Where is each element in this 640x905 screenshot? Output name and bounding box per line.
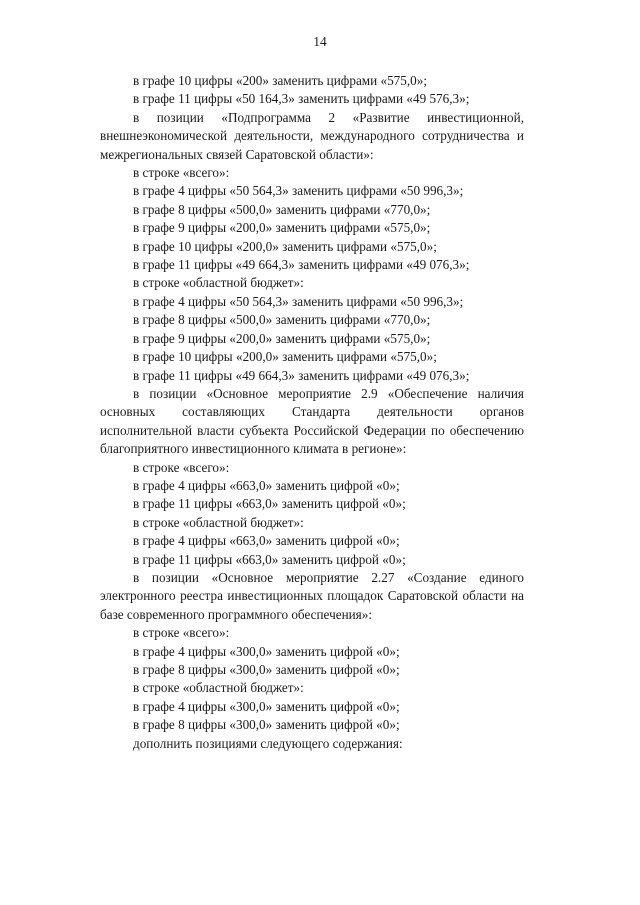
text-line: в графе 8 цифры «300,0» заменить цифрой «0»;	[133, 717, 400, 733]
position-paragraph: в позиции «Основное мероприятие 2.27 «Создание единого электронного реестра инвестиционных площадок Саратовской области на базе современного программного обеспечения»:	[100, 569, 524, 622]
text-line: в графе 8 цифры «500,0» заменить цифрами «770,0»;	[133, 201, 431, 217]
text-line: в графе 4 цифры «663,0» заменить цифрой «0»;	[133, 477, 400, 493]
text-line: в графе 4 цифры «50 564,3» заменить цифрами «50 996,3»;	[133, 183, 464, 199]
text-line: в графе 9 цифры «200,0» заменить цифрами «575,0»;	[133, 220, 431, 236]
document-body	[100, 72, 524, 753]
text-line: в графе 10 цифры «200,0» заменить цифрами «575,0»;	[133, 238, 437, 254]
row-heading: в строке «всего»:	[133, 165, 230, 181]
page-number: 14	[313, 34, 327, 49]
text-line: в графе 10 цифры «200» заменить цифрами «575,0»;	[133, 73, 428, 88]
text-line: в графе 11 цифры «49 664,3» заменить цифрами «49 076,3»;	[133, 257, 470, 273]
text-line: в графе 11 цифры «49 664,3» заменить цифрами «49 076,3»;	[133, 367, 470, 383]
row-heading: в строке «всего»:	[133, 459, 230, 475]
text-line: в графе 4 цифры «300,0» заменить цифрой «0»;	[133, 643, 400, 659]
text-line: в графе 9 цифры «200,0» заменить цифрами «575,0»;	[133, 330, 431, 346]
text-line: в графе 8 цифры «300,0» заменить цифрой «0»;	[133, 662, 400, 677]
closing-line: дополнить позициями следующего содержания:	[133, 735, 403, 751]
text-line: в графе 11 цифры «50 164,3» заменить цифрами «49 576,3»;	[133, 91, 470, 107]
text-line: в графе 4 цифры «50 564,3» заменить цифрами «50 996,3»;	[133, 293, 464, 309]
text-line: в графе 11 цифры «663,0» заменить цифрой «0»;	[133, 551, 406, 567]
row-heading: в строке «областной бюджет»:	[133, 514, 304, 530]
text-line: в графе 10 цифры «200,0» заменить цифрами «575,0»;	[133, 349, 437, 365]
position-paragraph: в позиции «Основное мероприятие 2.9 «Обеспечение наличия основных составляющих Стандарта деятельности органов исполнительной власти субъекта Российской Федерации по обеспечению благоприятного инвестиционного климата в регионе»:	[100, 385, 524, 457]
text-line: в графе 11 цифры «663,0» заменить цифрой «0»;	[133, 496, 406, 512]
text-line: в графе 8 цифры «500,0» заменить цифрами «770,0»;	[133, 312, 431, 328]
row-heading: в строке «областной бюджет»:	[133, 680, 304, 696]
position-paragraph: в позиции «Подпрограмма 2 «Развитие инвестиционной, внешнеэкономической деятельности, международного сотрудничества и межрегиональных связей Саратовской области»:	[100, 109, 524, 162]
row-heading: в строке «областной бюджет»:	[133, 275, 304, 291]
text-line: в графе 4 цифры «300,0» заменить цифрой «0»;	[133, 698, 400, 714]
row-heading: в строке «всего»:	[133, 625, 230, 641]
text-line: в графе 4 цифры «663,0» заменить цифрой «0»;	[133, 533, 400, 549]
